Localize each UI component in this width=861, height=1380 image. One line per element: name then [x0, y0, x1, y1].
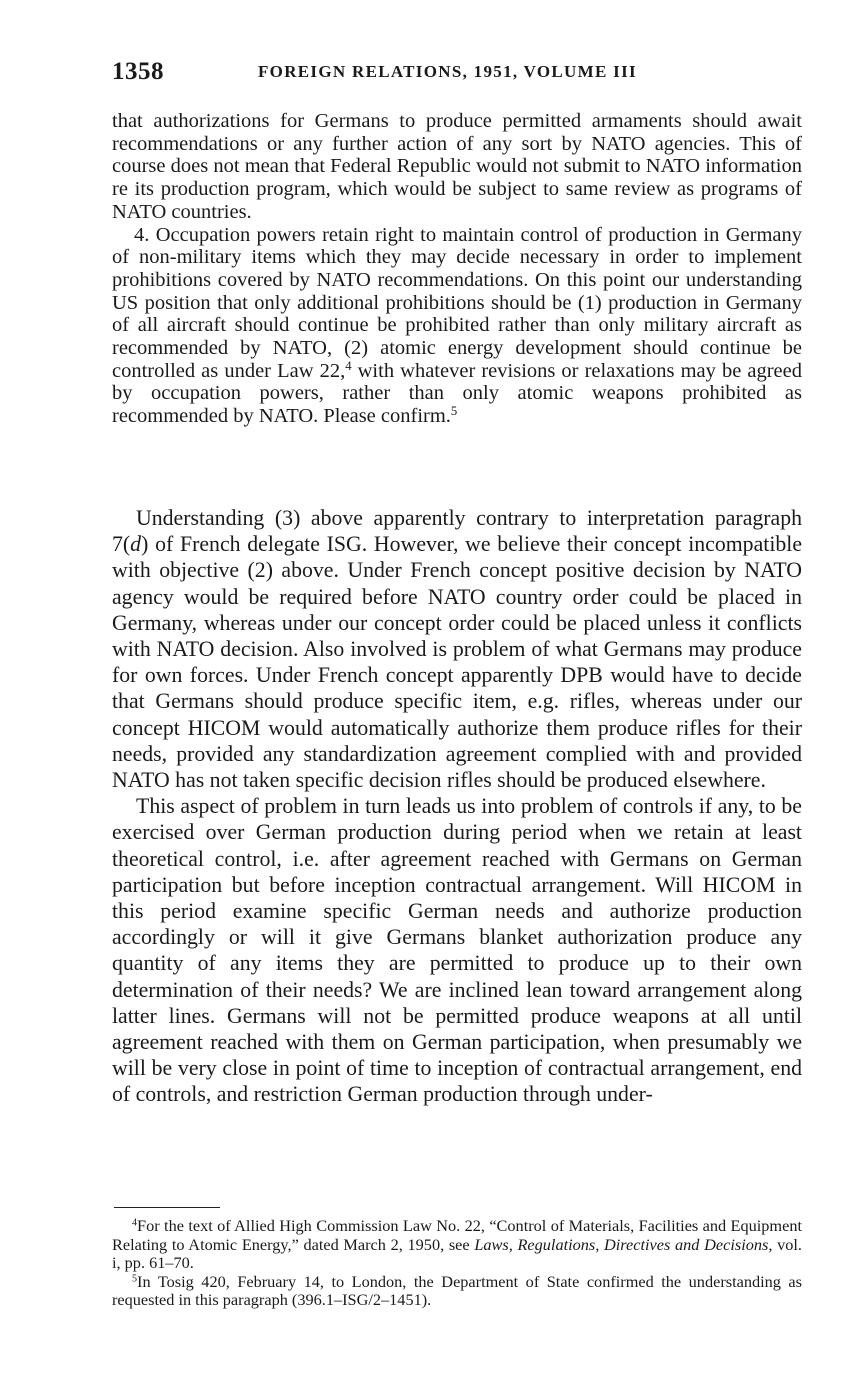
footnotes	[112, 1217, 802, 1310]
footnote-ref-4: 4	[345, 358, 352, 373]
footnote-ref-5: 5	[450, 404, 458, 419]
body-paragraph-understanding: Understanding (3) above apparently contrary to interpretation paragraph 7(d) of French delegate ISG. However, we believe their concept incompatible with objective (2) above. Under French concept positive decision by NATO agency would be required before NATO country order could be placed in Germany, whereas under our concept order could be placed unless it conflicts with NATO decision. Also involved is problem of what Germans may produce for own forces. Under French concept apparently DPB would have to decide that Germans should produce specific item, e.g. rifles, whereas under our concept HICOM would automatically authorize them produce rifles for their needs, provided any standardization agreement complied with and provided NATO has not taken specific decision rifles should be produced elsewhere.	[112, 506, 802, 793]
body-text	[112, 505, 802, 1108]
page-number: 1358	[112, 58, 164, 85]
running-title: FOREIGN RELATIONS, 1951, VOLUME III	[258, 62, 637, 81]
cable-paragraph-4: 4. Occupation powers retain right to maintain control of production in Germany of non-military items which they may decide necessary in order to implement prohibitions covered by NATO recommendations. On this point our understanding US position that only additional prohibitions should be (1) production in Germany of all aircraft should continue be prohibited rather than only military aircraft as recommended by NATO, (2) atomic energy development should continue be controlled as under Law 22,$^4$ with whatever revisions or relaxations may be agreed by occupation powers, rather than only atomic weapons prohibited as recommended by NATO. Please confirm.$^5$	[112, 223, 802, 428]
body-paragraph-controls: This aspect of problem in turn leads us into problem of controls if any, to be exercised over German production during period when we retain at least theoretical control, i.e. after agreement reached with Germans on German participation but before inception contractual arrangement. Will HICOM in this period examine specific German needs and authorize production accordingly or will it give Germans blanket authorization produce any quantity of any items they are permitted to produce up to their own determination of their needs? We are inclined lean toward arrangement along latter lines. Germans will not be permitted produce weapons at all until agreement reached with them on German participation, when presumably we will be very close in point of time to inception of contractual arrangement, end of controls, and restriction German production through under-	[112, 794, 802, 1107]
page-header	[112, 58, 802, 94]
footnote-5: $^5$In Tosig 420, February 14, to London, the Department of State confirmed the understanding as requested in this paragraph (396.1–ISG/2–1451).	[112, 1271, 802, 1310]
footnote-4: $^4$For the text of Allied High Commission Law No. 22, “Control of Materials, Facilities and Equipment Relating to Atomic Energy,” dated March 2, 1950, see Laws, Regulations, Directives and Decisions, vol. i, pp. 61–70.	[112, 1216, 802, 1273]
cable-paragraph-1: that authorizations for Germans to produce permitted armaments should await recommendations or any further action of any sort by NATO agencies. This of course does not mean that Federal Republic would not submit to NATO information re its production program, which would be subject to same review as programs of NATO countries.	[112, 110, 802, 223]
cable-text	[112, 110, 802, 428]
footnote-divider	[114, 1207, 220, 1208]
